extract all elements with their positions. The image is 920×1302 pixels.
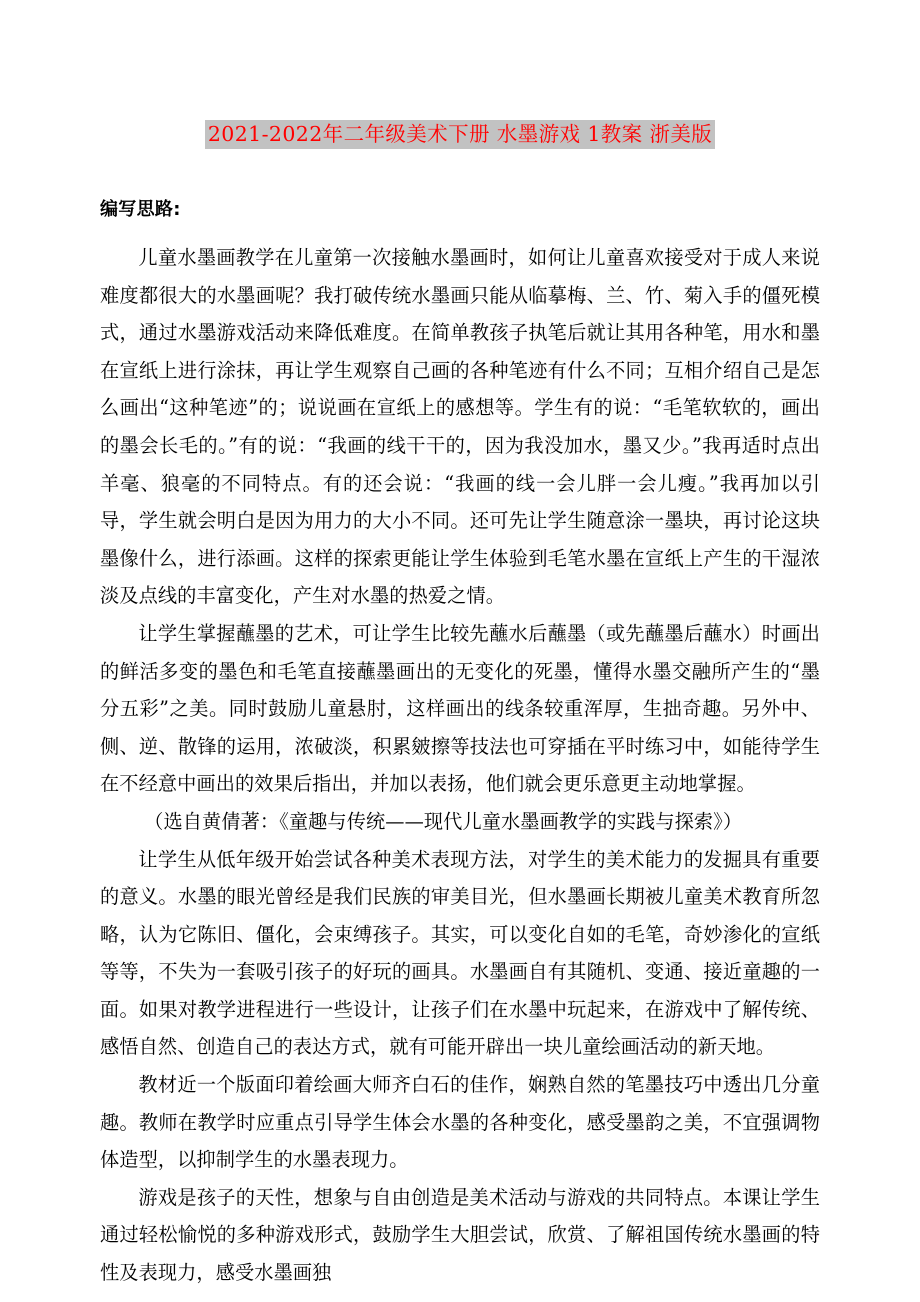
page-title-text: 2021-2022年二年级美术下册 水墨游戏 1教案 浙美版 <box>205 120 715 149</box>
paragraph-citation: （选自黄倩著：《童趣与传统——现代儿童水墨画教学的实践与探索》） <box>144 809 743 833</box>
document-body <box>100 0 820 1292</box>
paragraph-3: 让学生从低年级开始尝试各种美术表现方法，对学生的美术能力的发掘具有重要的意义。水墨的眼光曾经是我们民族的审美目光，但水墨画长期被儿童美术教育所忽略，认为它陈旧、僵化，会束缚孩子。其实，可以变化自如的毛笔，奇妙渗化的宣纸等等，不失为一套吸引孩子的好玩的画具。水墨画自有其随机、变通、接近童趣的一面。如果对教学进程进行一些设计，让孩子们在水墨中玩起来，在游戏中了解传统、感悟自然、创造自己的表达方式，就有可能开辟出一块儿童绘画活动的新天地。 <box>100 847 820 1059</box>
section-heading: 编写思路: <box>100 199 181 220</box>
paragraph-4: 教材近一个版面印着绘画大师齐白石的佳作，娴熟自然的笔墨技巧中透出几分童趣。教师在教学时应重点引导学生体会水墨的各种变化，感受墨韵之美，不宜强调物体造型，以抑制学生的水墨表现力。 <box>100 1073 820 1172</box>
paragraph-1: 儿童水墨画教学在儿童第一次接触水墨画时，如何让儿童喜欢接受对于成人来说难度都很大的水墨画呢？我打破传统水墨画只能从临摹梅、兰、竹、菊入手的僵死模式，通过水墨游戏活动来降低难度。在简单教孩子执笔后就让其用各种笔，用水和墨在宣纸上进行涂抹，再让学生观察自己画的各种笔迹有什么不同；互相介绍自己是怎么画出“这种笔迹”的；说说画在宣纸上的感想等。学生有的说：“毛笔软软的，画出的墨会长毛的。”有的说：“我画的线干干的，因为我没加水，墨又少。”我再适时点出羊毫、狼毫的不同特点。有的还会说：“我画的线一会儿胖一会儿瘦。”我再加以引导，学生就会明白是因为用力的大小不同。还可先让学生随意涂一墨块，再讨论这块墨像什么，进行添画。这样的探索更能让学生体验到毛笔水墨在宣纸上产生的干湿浓淡及点线的丰富变化，产生对水墨的热爱之情。 <box>100 246 820 608</box>
page-title <box>100 0 820 150</box>
paragraph-2: 让学生掌握蘸墨的艺术，可让学生比较先蘸水后蘸墨（或先蘸墨后蘸水）时画出的鲜活多变的墨色和毛笔直接蘸墨画出的无变化的死墨，懂得水墨交融所产生的“墨分五彩”之美。同时鼓励儿童悬肘，这样画出的线条较重浑厚，生拙奇趣。另外中、侧、逆、散锋的运用，浓破淡，积累皴擦等技法也可穿插在平时练习中，如能待学生在不经意中画出的效果后指出，并加以表扬，他们就会更乐意更主动地掌握。 <box>100 621 820 796</box>
paragraph-5: 游戏是孩子的天性，想象与自由创造是美术活动与游戏的共同特点。本课让学生通过轻松愉悦的多种游戏形式，鼓励学生大胆尝试，欣赏、了解祖国传统水墨画的特性及表现力，感受水墨画独 <box>100 1185 820 1285</box>
